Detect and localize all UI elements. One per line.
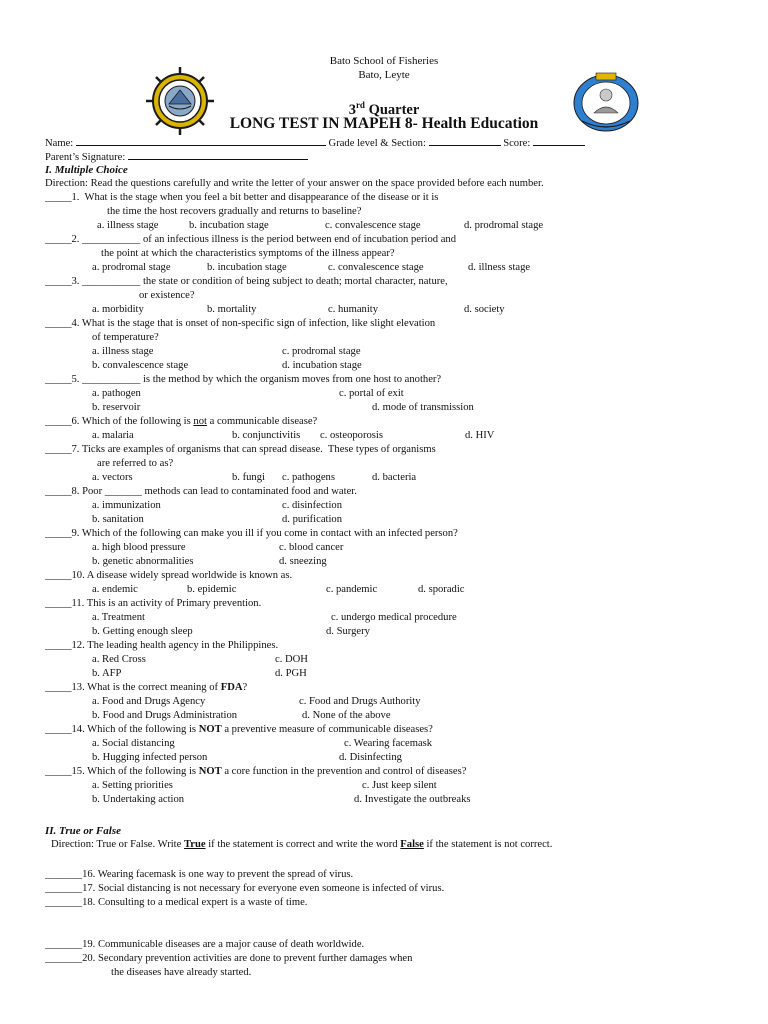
tf-item-20-cont: the diseases have already started. [111,967,252,978]
q2-option-b: b. incubation stage [207,262,287,273]
q6-option-a: a. malaria [92,430,134,441]
question-2: _____2. ___________ of an infectious illness is the period between end of incubation period and [45,234,457,245]
tf-item-20: _______20. Secondary prevention activities are done to prevent further damages when [45,953,413,964]
part1-heading: I. Multiple Choice [45,164,128,176]
q13-option-a: a. Food and Drugs Agency [92,696,206,707]
q11-option-a: a. Treatment [92,612,145,623]
question-6: _____6. Which of the following is not a communicable disease? [45,416,318,427]
q15-option-b: b. Undertaking action [92,794,185,805]
q6-option-d: d. HIV [465,430,495,441]
school-location: Bato, Leyte [358,69,410,81]
q2-option-d: d. illness stage [468,262,531,273]
q3-option-b: b. mortality [207,304,257,315]
q10-option-d: d. sporadic [418,584,465,595]
tf-item-16: _______16. Wearing facemask is one way to prevent the spread of virus. [45,869,354,880]
question-10: _____10. A disease widely spread worldwide is known as. [45,570,293,581]
q10-option-a: a. endemic [92,584,138,595]
question-15: _____15. Which of the following is NOT a core function in the prevention and control of diseases? [45,766,467,777]
q2-option-c: c. convalescence stage [328,262,424,273]
q5-option-a: a. pathogen [92,388,141,399]
question-1: _____1. What is the stage when you feel a bit better and disappearance of the disease or it is [45,192,439,203]
q8-option-a: a. immunization [92,500,161,511]
q2-option-a: a. prodromal stage [92,262,171,273]
question-9: _____9. Which of the following can make you ill if you come in contact with an infected person? [45,528,458,539]
question-8: _____8. Poor _______ methods can lead to contaminated food and water. [45,486,357,497]
q10-option-b: b. epidemic [187,584,237,595]
part2-direction: Direction: True or False. Write True if the statement is correct and write the word False if the statement is not correct. [51,839,553,850]
q9-option-c: c. blood cancer [279,542,344,553]
q1-option-d: d. prodromal stage [464,220,544,231]
tf-item-19: _______19. Communicable diseases are a major cause of death worldwide. [45,939,365,950]
name-field[interactable] [76,136,326,146]
q12-option-c: c. DOH [275,654,308,665]
question-1-cont: the time the host recovers gradually and returns to baseline? [107,206,362,217]
q9-option-d: d. sneezing [279,556,327,567]
grade-section-field[interactable] [429,136,501,146]
q13-option-b: b. Food and Drugs Administration [92,710,238,721]
q3-option-a: a. morbidity [92,304,144,315]
question-4-cont: of temperature? [92,332,159,343]
q5-option-b: b. reservoir [92,402,141,413]
question-3-cont: or existence? [139,290,195,301]
q14-option-c: c. Wearing facemask [344,738,433,749]
q7-option-b: b. fungi [232,472,265,483]
q5-option-c: c. portal of exit [339,388,404,399]
school-name: Bato School of Fisheries [329,55,439,67]
q1-option-b: b. incubation stage [189,220,269,231]
question-3: _____3. ___________ the state or condition of being subject to death; mortal character, nature, [45,276,448,287]
q4-option-b: b. convalescence stage [92,360,189,371]
q8-option-b: b. sanitation [92,514,144,525]
question-2-cont: the point at which the characteristics symptoms of the illness appear? [101,248,395,259]
tf-item-18: _______18. Consulting to a medical expert is a waste of time. [45,897,308,908]
q8-option-d: d. purification [282,514,343,525]
q7-option-d: d. bacteria [372,472,417,483]
test-title: LONG TEST IN MAPEH 8- Health Education [229,115,539,132]
name-line: Name: Grade level & Section: Score: [45,136,585,150]
question-13: _____13. What is the correct meaning of FDA? [45,682,248,693]
q5-option-d: d. mode of transmission [372,402,474,413]
q9-option-b: b. genetic abnormalities [92,556,194,567]
q15-option-c: c. Just keep silent [362,780,437,791]
tf-item-17: _______17. Social distancing is not necessary for everyone even someone is infected of virus. [45,883,445,894]
part1-direction: Direction: Read the questions carefully and write the letter of your answer on the space provided before each number. [45,178,544,189]
q12-option-b: b. AFP [92,668,122,679]
question-12: _____12. The leading health agency in the Philippines. [45,640,279,651]
q11-option-d: d. Surgery [326,626,370,637]
q9-option-a: a. high blood pressure [92,542,186,553]
score-field[interactable] [533,136,585,146]
q14-option-b: b. Hugging infected person [92,752,208,763]
q7-option-a: a. vectors [92,472,133,483]
question-7-cont: are referred to as? [97,458,174,469]
parent-signature-field[interactable] [128,150,308,160]
question-14: _____14. Which of the following is NOT a preventive measure of communicable diseases? [45,724,433,735]
q11-option-c: c. undergo medical procedure [331,612,457,623]
q13-option-c: c. Food and Drugs Authority [299,696,421,707]
question-11: _____11. This is an activity of Primary prevention. [45,598,262,609]
q3-option-c: c. humanity [328,304,379,315]
q6-option-b: b. conjunctivitis [232,430,301,441]
q8-option-c: c. disinfection [282,500,343,511]
q1-option-a: a. illness stage [97,220,159,231]
q7-option-c: c. pathogens [282,472,335,483]
q6-option-c: c. osteoporosis [320,430,383,441]
q13-option-d: d. None of the above [302,710,391,721]
q4-option-c: c. prodromal stage [282,346,361,357]
q3-option-d: d. society [464,304,505,315]
question-5: _____5. ___________ is the method by which the organism moves from one host to another? [45,374,442,385]
q1-option-c: c. convalescence stage [325,220,421,231]
question-7: _____7. Ticks are examples of organisms that can spread disease. These types of organisms [45,444,436,455]
q11-option-b: b. Getting enough sleep [92,626,193,637]
q4-option-a: a. illness stage [92,346,154,357]
q15-option-a: a. Setting priorities [92,780,173,791]
q14-option-d: d. Disinfecting [339,752,402,763]
question-4: _____4. What is the stage that is onset of non-specific sign of infection, like slight elevation [45,318,436,329]
q12-option-a: a. Red Cross [92,654,146,665]
q12-option-d: d. PGH [275,668,307,679]
q14-option-a: a. Social distancing [92,738,175,749]
q10-option-c: c. pandemic [326,584,378,595]
parent-signature-line: Parent’s Signature: [45,150,308,164]
quarter-heading: 3rd Quarter [348,100,420,118]
part2-heading: II. True or False [45,825,121,837]
q15-option-d: d. Investigate the outbreaks [354,794,471,805]
q4-option-d: d. incubation stage [282,360,362,371]
